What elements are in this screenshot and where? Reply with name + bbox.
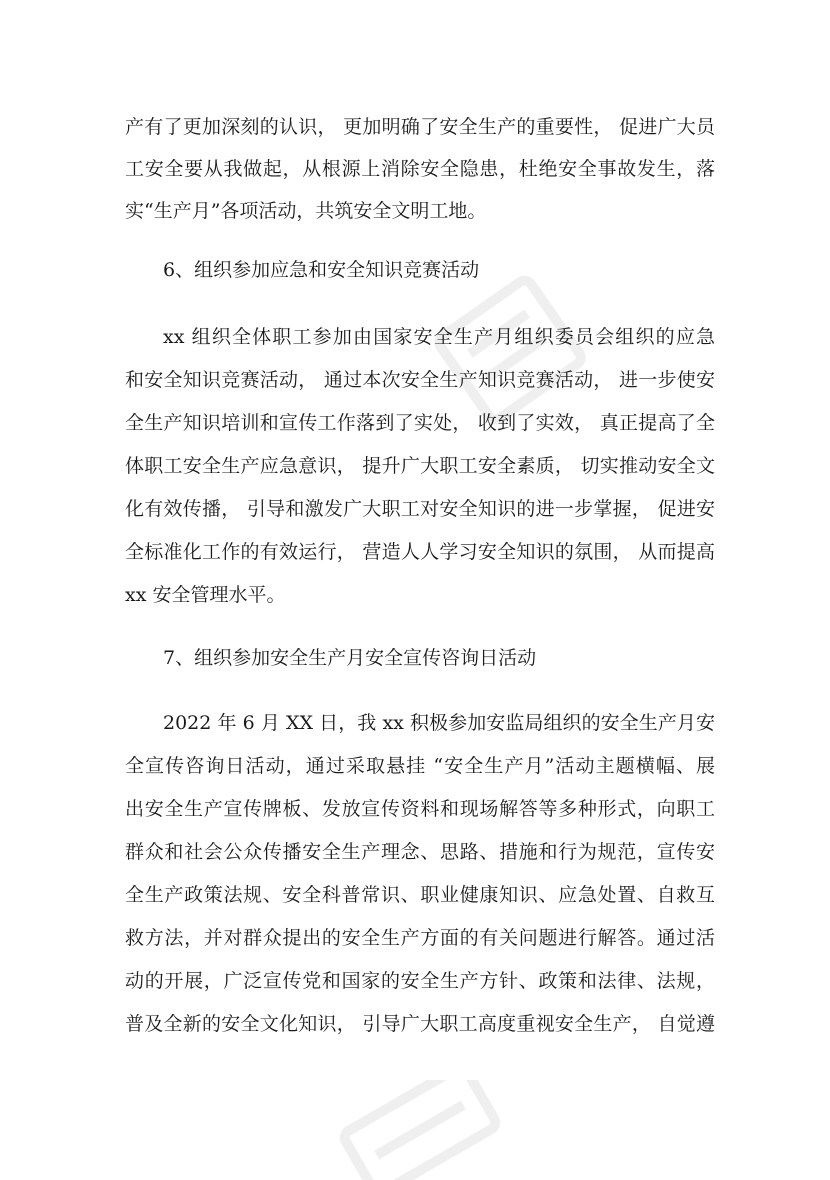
paragraph-line: 动的开展，广泛宣传党和国家的安全生产方针、政策和法律、法规， — [125, 970, 715, 992]
paragraph-line: 工安全要从我做起，从根源上消除安全隐患，杜绝安全事故发生，落 — [125, 158, 715, 180]
paragraph-line: xx 组织全体职工参加由国家安全生产月组织委员会组织的应急 — [163, 326, 715, 348]
paragraph-line: 2022 年 6 月 XX 日，我 xx 积极参加安监局组织的安全生产月安 — [163, 712, 715, 734]
paragraph-line: 普及全新的安全文化知识， 引导广大职工高度重视安全生产， 自觉遵 — [125, 1013, 715, 1035]
paragraph-line: 化有效传播， 引导和激发广大职工对安全知识的进一步掌握， 促进安 — [125, 498, 715, 520]
paragraph-line: 产有了更加深刻的认识， 更加明确了安全生产的重要性， 促进广大员 — [125, 116, 715, 138]
paragraph-line: 体职工安全生产应急意识， 提升广大职工安全素质， 切实推动安全文 — [125, 455, 715, 477]
paragraph-line: 群众和社会公众传播安全生产理念、思路、措施和行为规范，宣传安 — [125, 841, 715, 863]
paragraph-line: 全宣传咨询日活动，通过采取悬挂 “安全生产月”活动主题横幅、展 — [125, 755, 715, 777]
paragraph-line: 实“生产月”各项活动，共筑安全文明工地。 — [125, 200, 487, 222]
paragraph-line: 全生产知识培训和宣传工作落到了实处， 收到了实效， 真正提高了全 — [125, 412, 715, 434]
watermark-mark — [330, 1080, 510, 1180]
paragraph-line: 全标准化工作的有效运行， 营造人人学习安全知识的氛围， 从而提高 — [125, 541, 715, 563]
paragraph-line: 全生产政策法规、安全科普常识、职业健康知识、应急处置、自救互 — [125, 884, 715, 906]
paragraph-line: 出安全生产宣传牌板、发放宣传资料和现场解答等多种形式，向职工 — [125, 798, 715, 820]
section-heading-7: 7、组织参加安全生产月安全宣传咨询日活动 — [163, 647, 537, 669]
section-heading-6: 6、组织参加应急和安全知识竞赛活动 — [163, 259, 480, 281]
paragraph-line: xx 安全管理水平。 — [125, 584, 286, 606]
paragraph-line: 和安全知识竞赛活动， 通过本次安全生产知识竞赛活动， 进一步使安 — [125, 369, 715, 391]
paragraph-line: 救方法，并对群众提出的安全生产方面的有关问题进行解答。通过活 — [125, 927, 715, 949]
